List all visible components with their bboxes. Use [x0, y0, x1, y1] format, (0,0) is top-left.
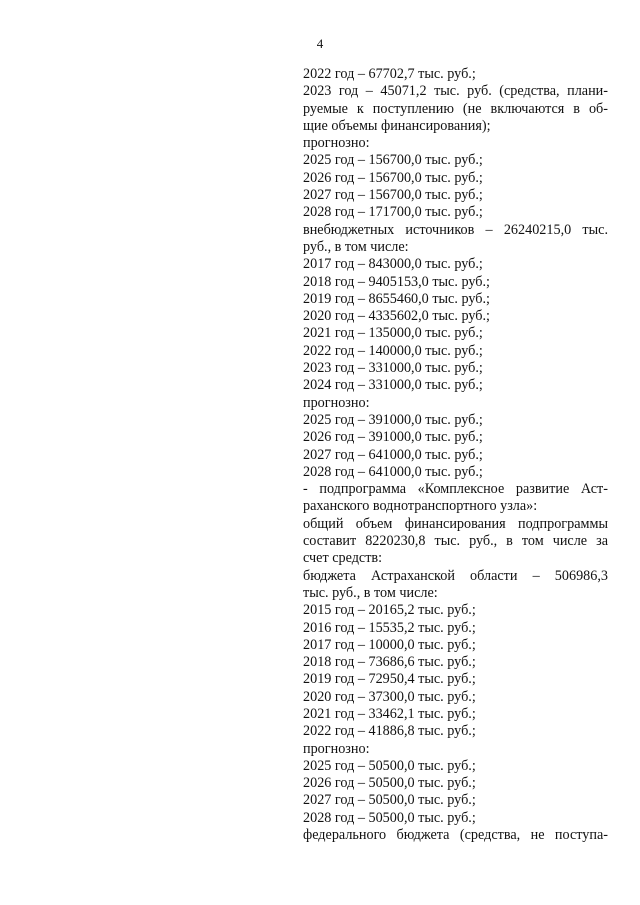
- text-line: 2019 год – 72950,4 тыс. руб.;: [303, 671, 476, 688]
- text-line: федерального бюджета (средства, не поступа-: [303, 827, 608, 844]
- text-line: 2028 год – 50500,0 тыс. руб.;: [303, 809, 476, 826]
- text-line: 2026 год – 156700,0 тыс. руб.;: [303, 169, 483, 186]
- text-line: 2023 год – 331000,0 тыс. руб.;: [303, 360, 483, 377]
- text-line: прогнозно:: [303, 135, 370, 152]
- text-line: щие объемы финансирования);: [303, 117, 491, 134]
- text-line: внебюджетных источников – 26240215,0 тыс.: [303, 221, 608, 238]
- text-line: прогнозно:: [303, 740, 370, 757]
- text-line: 2021 год – 33462,1 тыс. руб.;: [303, 705, 476, 722]
- text-line: раханского воднотранспортного узла»:: [303, 498, 538, 515]
- text-line: руемые к поступлению (не включаются в об-: [303, 100, 608, 117]
- text-line: 2015 год – 20165,2 тыс. руб.;: [303, 602, 476, 619]
- text-line: 2028 год – 171700,0 тыс. руб.;: [303, 204, 483, 221]
- text-line: - подпрограмма «Комплексное развитие Аст-: [303, 481, 608, 498]
- text-line: 2028 год – 641000,0 тыс. руб.;: [303, 463, 483, 480]
- text-line: составит 8220230,8 тыс. руб., в том числе за: [303, 533, 608, 550]
- text-line: 2023 год – 45071,2 тыс. руб. (средства, плани-: [303, 83, 608, 100]
- text-line: 2021 год – 135000,0 тыс. руб.;: [303, 325, 483, 342]
- text-line: 2026 год – 50500,0 тыс. руб.;: [303, 775, 476, 792]
- text-line: 2017 год – 10000,0 тыс. руб.;: [303, 636, 476, 653]
- text-line: 2020 год – 4335602,0 тыс. руб.;: [303, 308, 490, 325]
- text-line: 2022 год – 41886,8 тыс. руб.;: [303, 723, 476, 740]
- text-line: 2027 год – 641000,0 тыс. руб.;: [303, 446, 483, 463]
- text-line: бюджета Астраханской области – 506986,3: [303, 567, 608, 584]
- text-line: 2027 год – 156700,0 тыс. руб.;: [303, 187, 483, 204]
- text-line: 2018 год – 9405153,0 тыс. руб.;: [303, 273, 490, 290]
- text-line: 2026 год – 391000,0 тыс. руб.;: [303, 429, 483, 446]
- text-line: 2025 год – 156700,0 тыс. руб.;: [303, 152, 483, 169]
- text-line: 2025 год – 50500,0 тыс. руб.;: [303, 757, 476, 774]
- text-line: руб., в том числе:: [303, 238, 409, 255]
- text-line: 2019 год – 8655460,0 тыс. руб.;: [303, 290, 490, 307]
- text-line: счет средств:: [303, 550, 383, 567]
- text-line: 2017 год – 843000,0 тыс. руб.;: [303, 256, 483, 273]
- text-line: прогнозно:: [303, 394, 370, 411]
- text-line: общий объем финансирования подпрограммы: [303, 515, 608, 532]
- text-line: тыс. руб., в том числе:: [303, 584, 438, 601]
- text-line: 2024 год – 331000,0 тыс. руб.;: [303, 377, 483, 394]
- text-line: 2022 год – 140000,0 тыс. руб.;: [303, 342, 483, 359]
- text-line: 2022 год – 67702,7 тыс. руб.;: [303, 66, 476, 82]
- text-line: 2025 год – 391000,0 тыс. руб.;: [303, 411, 483, 428]
- text-line: 2016 год – 15535,2 тыс. руб.;: [303, 619, 476, 636]
- text-line: 2018 год – 73686,6 тыс. руб.;: [303, 654, 476, 671]
- text-line: 2027 год – 50500,0 тыс. руб.;: [303, 792, 476, 809]
- document-body: [303, 66, 608, 844]
- page-number: 4: [316, 36, 324, 51]
- text-line: 2020 год – 37300,0 тыс. руб.;: [303, 688, 476, 705]
